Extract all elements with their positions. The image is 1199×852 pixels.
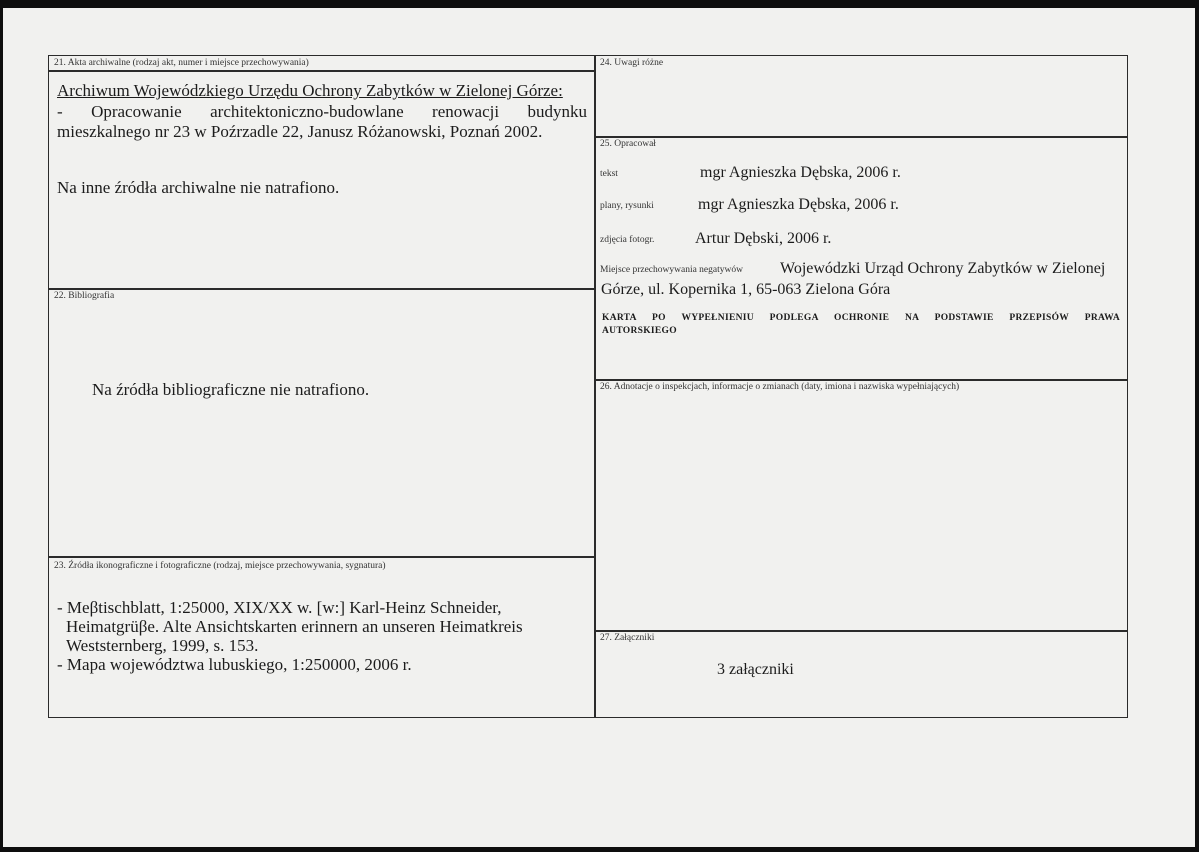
column-divider (594, 55, 596, 718)
iconographic-line3: Weststernberg, 1999, s. 153. (66, 636, 259, 655)
scan-border-right (1195, 0, 1199, 852)
scan-border-top (0, 0, 1199, 8)
divider-26-27 (594, 630, 1128, 632)
iconographic-line1: - Meβtischblatt, 1:25000, XIX/XX w. [w:] Karl-Heinz Schneider, (57, 598, 502, 617)
negatives-location-line2: Górze, ul. Kopernika 1, 65-063 Zielona Góra (601, 281, 891, 298)
section-24-label: 24. Uwagi różne (600, 58, 664, 68)
divider-25-26 (594, 379, 1128, 381)
copyright-notice-line1: KARTA PO WYPEŁNIENIU PODLEGA OCHRONIE NA PODSTAWIE PRZEPISÓW PRAWA (602, 313, 1120, 323)
copyright-notice-line2: AUTORSKIEGO (602, 326, 677, 336)
iconographic-line2: Heimatgrüβe. Alte Ansichtskarten erinnern an unseren Heimatkreis (66, 617, 523, 636)
negatives-location-line1: Wojewódzki Urząd Ochrony Zabytków w Zielonej (780, 260, 1106, 277)
archive-title: Archiwum Wojewódzkiego Urzędu Ochrony Zabytków w Zielonej Górze: (57, 81, 563, 100)
tekst-value: mgr Agnieszka Dębska, 2006 r. (700, 164, 901, 181)
negatives-location-label: Miejsce przechowywania negatywów (600, 265, 743, 275)
divider-22-23 (48, 556, 594, 558)
section-22-label: 22. Bibliografia (54, 291, 115, 301)
zdjecia-value: Artur Dębski, 2006 r. (695, 230, 832, 247)
attachments-value: 3 załączniki (717, 661, 794, 678)
archive-note: Na inne źródła archiwalne nie natrafiono. (57, 178, 340, 197)
plany-value: mgr Agnieszka Dębska, 2006 r. (698, 196, 899, 213)
label-underline-21 (48, 70, 594, 72)
divider-24-25 (594, 136, 1128, 138)
section-26-label: 26. Adnotacje o inspekcjach, informacje o zmianach (daty, imiona i nazwiska wypełniających) (600, 382, 960, 392)
scan-border-left (0, 0, 3, 852)
divider-21-22 (48, 288, 594, 290)
section-27-label: 27. Załączniki (600, 633, 655, 643)
scan-border-bottom (0, 847, 1199, 852)
bibliography-note: Na źródła bibliograficzne nie natrafiono. (92, 380, 370, 399)
section-21-label: 21. Akta archiwalne (rodzaj akt, numer i miejsce przechowywania) (54, 58, 309, 68)
section-25-label: 25. Opracował (600, 139, 656, 149)
zdjecia-label: zdjęcia fotogr. (600, 235, 655, 245)
archive-item-line2: mieszkalnego nr 23 w Poźrzadle 22, Janusz Różanowski, Poznań 2002. (57, 122, 543, 141)
plany-label: plany, rysunki (600, 201, 654, 211)
tekst-label: tekst (600, 169, 618, 179)
iconographic-line4: - Mapa województwa lubuskiego, 1:250000, 2006 r. (57, 655, 412, 674)
section-23-label: 23. Źródła ikonograficzne i fotograficzne (rodzaj, miejsce przechowywania, sygnatura) (54, 561, 386, 571)
archive-item-line1: - Opracowanie architektoniczno-budowlane renowacji budynku (57, 102, 587, 121)
